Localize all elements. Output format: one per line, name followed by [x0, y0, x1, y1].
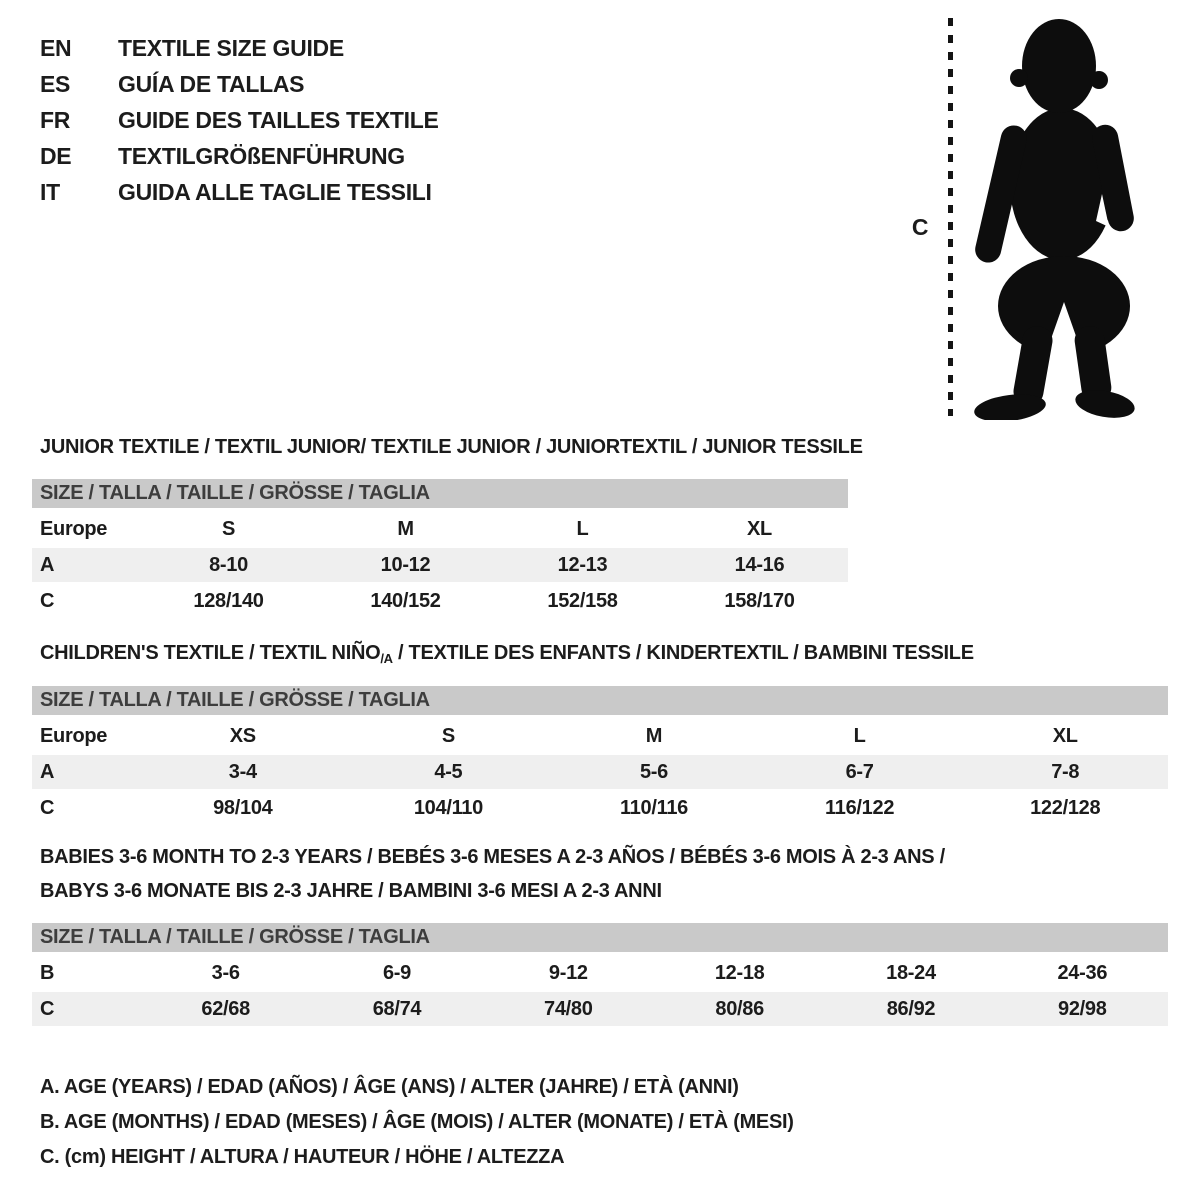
size-header-bar: SIZE / TALLA / TAILLE / GRÖSSE / TAGLIA	[32, 923, 1168, 952]
table-cell: 62/68	[201, 997, 250, 1020]
lang-code: FR	[40, 107, 71, 133]
legend-line-b: B. AGE (MONTHS) / EDAD (MESES) / ÂGE (MOIS) / ALTER (MONATE) / ETÀ (MESI)	[40, 1111, 794, 1133]
row-label: C	[40, 589, 55, 612]
lang-code: ES	[40, 71, 71, 97]
babies-size-table	[32, 923, 1168, 1026]
row-label: A	[40, 760, 55, 783]
table-row	[32, 990, 1168, 1026]
legend	[40, 1070, 794, 1175]
table-cell: 74/80	[544, 997, 593, 1020]
table-cell: 80/86	[715, 997, 764, 1020]
table-cell: 152/158	[547, 589, 618, 612]
table-cell: 140/152	[370, 589, 441, 612]
table-row	[32, 582, 848, 618]
table-row	[32, 717, 1168, 753]
table-cell: M	[645, 724, 663, 747]
legend-line-a: A. AGE (YEARS) / EDAD (AÑOS) / ÂGE (ANS) / ALTER (JAHRE) / ETÀ (ANNI)	[40, 1076, 739, 1098]
table-cell: XL	[747, 517, 772, 540]
title-text: / TEXTILE DES ENFANTS / KINDERTEXTIL / BAMBINI TESSILE	[392, 642, 974, 664]
junior-table-rows	[32, 510, 848, 618]
table-cell: 24-36	[1057, 961, 1108, 984]
table-cell: L	[853, 724, 866, 747]
size-header-bar: SIZE / TALLA / TAILLE / GRÖSSE / TAGLIA	[32, 686, 1168, 715]
toddler-silhouette	[962, 14, 1148, 420]
lang-code: IT	[40, 179, 60, 205]
table-row	[32, 546, 848, 582]
table-cell: 3-6	[211, 961, 240, 984]
table-cell: 158/170	[724, 589, 795, 612]
guide-title: GUIDA ALLE TAGLIE TESSILI	[118, 179, 432, 205]
table-cell: 12-18	[714, 961, 765, 984]
section-title-babies-line1: BABIES 3-6 MONTH TO 2-3 YEARS / BEBÉS 3-6 MESES A 2-3 AÑOS / BÉBÉS 3-6 MOIS À 2-3 ANS /	[40, 846, 945, 868]
table-cell: 104/110	[413, 796, 483, 819]
table-cell: 5-6	[639, 760, 668, 783]
table-cell: 68/74	[372, 997, 422, 1020]
table-cell: 128/140	[193, 589, 264, 612]
children-table-rows	[32, 717, 1168, 825]
table-cell: 6-9	[382, 961, 411, 984]
size-header-bar: SIZE / TALLA / TAILLE / GRÖSSE / TAGLIA	[32, 479, 848, 508]
table-cell: 10-12	[380, 553, 431, 576]
children-size-table	[32, 686, 1168, 825]
table-cell: 6-7	[845, 760, 874, 783]
row-label: B	[40, 961, 55, 984]
guide-title: TEXTILE SIZE GUIDE	[118, 35, 344, 61]
table-cell: 8-10	[209, 553, 248, 576]
table-cell: S	[441, 724, 455, 747]
table-cell: 4-5	[434, 760, 463, 783]
table-cell: 92/98	[1058, 997, 1107, 1020]
table-cell: 9-12	[548, 961, 588, 984]
table-cell: 122/128	[1030, 796, 1101, 819]
row-label: Europe	[40, 724, 108, 747]
title-subscript: /A	[380, 651, 393, 666]
table-row	[32, 954, 1168, 990]
table-cell: XS	[229, 724, 256, 747]
junior-size-table	[32, 479, 848, 618]
table-row	[32, 789, 1168, 825]
table-cell: 18-24	[886, 961, 936, 984]
height-measure-dashed-line	[948, 18, 953, 416]
table-cell: 12-13	[557, 553, 608, 576]
table-row	[32, 510, 848, 546]
section-title-babies-line2: BABYS 3-6 MONATE BIS 2-3 JAHRE / BAMBINI 3-6 MESI A 2-3 ANNI	[40, 880, 662, 902]
guide-title: GUÍA DE TALLAS	[118, 71, 305, 97]
table-cell: 14-16	[734, 553, 785, 576]
table-cell: 86/92	[886, 997, 936, 1020]
table-cell: 3-4	[228, 760, 257, 783]
babies-table-rows	[32, 954, 1168, 1026]
section-title-children	[40, 642, 974, 670]
table-row	[32, 753, 1168, 789]
table-cell: M	[397, 517, 414, 540]
language-title-list	[40, 30, 439, 210]
row-label: C	[40, 997, 55, 1020]
guide-title: GUIDE DES TAILLES TEXTILE	[118, 107, 439, 133]
section-title-junior: JUNIOR TEXTILE / TEXTIL JUNIOR/ TEXTILE JUNIOR / JUNIORTEXTIL / JUNIOR TESSILE	[40, 436, 863, 458]
table-cell: 98/104	[213, 796, 273, 819]
table-cell: S	[221, 517, 236, 540]
row-label: C	[40, 796, 55, 819]
height-measure-label: C	[911, 214, 929, 240]
legend-line-c: C. (cm) HEIGHT / ALTURA / HAUTEUR / HÖHE / ALTEZZA	[40, 1146, 565, 1168]
row-label: A	[40, 553, 55, 576]
table-cell: 7-8	[1051, 760, 1080, 783]
table-cell: 116/122	[825, 796, 895, 819]
lang-code: EN	[40, 35, 72, 61]
table-cell: XL	[1052, 724, 1078, 747]
table-cell: 110/116	[619, 796, 688, 819]
title-text: CHILDREN'S TEXTILE / TEXTIL NIÑO	[40, 642, 381, 664]
table-cell: L	[576, 517, 589, 540]
row-label: Europe	[40, 517, 108, 540]
guide-title: TEXTILGRÖßENFÜHRUNG	[118, 143, 405, 169]
lang-code: DE	[40, 143, 72, 169]
